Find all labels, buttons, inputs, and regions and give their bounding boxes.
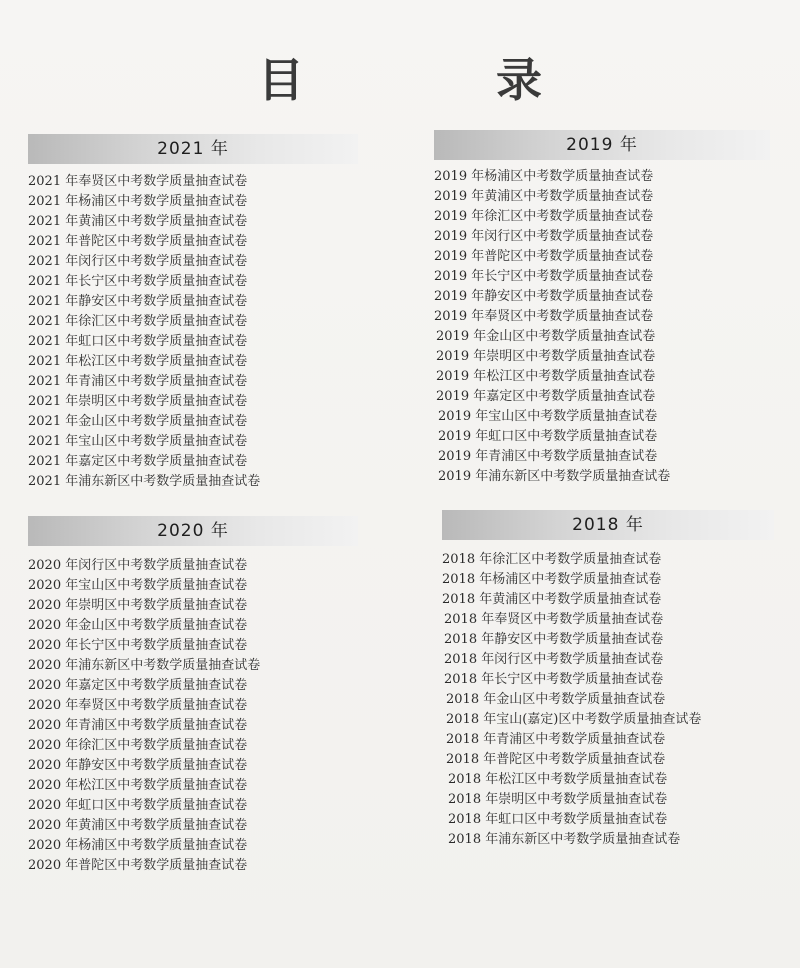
- section-2020: [28, 516, 358, 876]
- toc-item: 2019 年浦东新区中考数学质量抽查试卷: [438, 469, 671, 484]
- toc-item: 2021 年虹口区中考数学质量抽查试卷: [28, 334, 248, 349]
- toc-item: 2020 年崇明区中考数学质量抽查试卷: [28, 598, 248, 613]
- toc-item: 2020 年虹口区中考数学质量抽查试卷: [28, 798, 248, 813]
- toc-item: 2018 年奉贤区中考数学质量抽查试卷: [444, 612, 664, 627]
- toc-item: 2020 年松江区中考数学质量抽查试卷: [28, 778, 248, 793]
- toc-item: 2019 年黄浦区中考数学质量抽查试卷: [434, 189, 654, 204]
- toc-item: 2019 年奉贤区中考数学质量抽查试卷: [434, 309, 654, 324]
- toc-item: 2020 年普陀区中考数学质量抽查试卷: [28, 858, 248, 873]
- toc-item: 2020 年浦东新区中考数学质量抽查试卷: [28, 658, 261, 673]
- toc-item: 2019 年宝山区中考数学质量抽查试卷: [438, 409, 658, 424]
- toc-item: 2018 年虹口区中考数学质量抽查试卷: [448, 812, 668, 827]
- toc-item: 2019 年徐汇区中考数学质量抽查试卷: [434, 209, 654, 224]
- toc-item: 2020 年静安区中考数学质量抽查试卷: [28, 758, 248, 773]
- toc-item: 2020 年奉贤区中考数学质量抽查试卷: [28, 698, 248, 713]
- toc-list-2020: [28, 556, 358, 876]
- toc-item: 2019 年虹口区中考数学质量抽查试卷: [438, 429, 658, 444]
- toc-item: 2020 年徐汇区中考数学质量抽查试卷: [28, 738, 248, 753]
- section-2021: [28, 134, 358, 492]
- toc-item: 2020 年黄浦区中考数学质量抽查试卷: [28, 818, 248, 833]
- toc-item: 2018 年黄浦区中考数学质量抽查试卷: [442, 592, 662, 607]
- toc-item: 2020 年闵行区中考数学质量抽查试卷: [28, 558, 248, 573]
- toc-item: 2021 年奉贤区中考数学质量抽查试卷: [28, 174, 248, 189]
- toc-item: 2021 年嘉定区中考数学质量抽查试卷: [28, 454, 248, 469]
- page-title: 目 录: [257, 53, 630, 107]
- toc-item: 2020 年青浦区中考数学质量抽查试卷: [28, 718, 248, 733]
- section-header-2021: 2021 年: [28, 134, 358, 164]
- toc-item: 2018 年青浦区中考数学质量抽查试卷: [446, 732, 666, 747]
- toc-item: 2019 年静安区中考数学质量抽查试卷: [434, 289, 654, 304]
- toc-item: 2021 年黄浦区中考数学质量抽查试卷: [28, 214, 248, 229]
- toc-item: 2018 年静安区中考数学质量抽查试卷: [444, 632, 664, 647]
- toc-item: 2019 年普陀区中考数学质量抽查试卷: [434, 249, 654, 264]
- section-header-2019: 2019 年: [434, 130, 770, 160]
- toc-list-2021: [28, 172, 358, 492]
- toc-item: 2020 年金山区中考数学质量抽查试卷: [28, 618, 248, 633]
- section-header-2020: 2020 年: [28, 516, 358, 546]
- toc-item: 2021 年长宁区中考数学质量抽查试卷: [28, 274, 248, 289]
- toc-item: 2020 年嘉定区中考数学质量抽查试卷: [28, 678, 248, 693]
- toc-item: 2020 年杨浦区中考数学质量抽查试卷: [28, 838, 248, 853]
- toc-item: 2021 年崇明区中考数学质量抽查试卷: [28, 394, 248, 409]
- toc-item: 2018 年宝山(嘉定)区中考数学质量抽查试卷: [446, 712, 702, 727]
- toc-item: 2021 年浦东新区中考数学质量抽查试卷: [28, 474, 261, 489]
- toc-item: 2018 年徐汇区中考数学质量抽查试卷: [442, 552, 662, 567]
- toc-item: 2019 年青浦区中考数学质量抽查试卷: [438, 449, 658, 464]
- toc-item: 2021 年杨浦区中考数学质量抽查试卷: [28, 194, 248, 209]
- toc-item: 2019 年金山区中考数学质量抽查试卷: [436, 329, 656, 344]
- toc-item: 2018 年长宁区中考数学质量抽查试卷: [444, 672, 664, 687]
- toc-item: 2018 年崇明区中考数学质量抽查试卷: [448, 792, 668, 807]
- toc-item: 2021 年静安区中考数学质量抽查试卷: [28, 294, 248, 309]
- section-2018: [442, 510, 774, 850]
- toc-item: 2021 年闵行区中考数学质量抽查试卷: [28, 254, 248, 269]
- toc-item: 2020 年长宁区中考数学质量抽查试卷: [28, 638, 248, 653]
- toc-item: 2019 年杨浦区中考数学质量抽查试卷: [434, 169, 654, 184]
- toc-item: 2019 年嘉定区中考数学质量抽查试卷: [436, 389, 656, 404]
- toc-item: 2019 年崇明区中考数学质量抽查试卷: [436, 349, 656, 364]
- toc-item: 2019 年松江区中考数学质量抽查试卷: [436, 369, 656, 384]
- toc-item: 2021 年松江区中考数学质量抽查试卷: [28, 354, 248, 369]
- toc-item: 2021 年宝山区中考数学质量抽查试卷: [28, 434, 248, 449]
- toc-item: 2021 年青浦区中考数学质量抽查试卷: [28, 374, 248, 389]
- toc-item: 2018 年杨浦区中考数学质量抽查试卷: [442, 572, 662, 587]
- section-header-2018: 2018 年: [442, 510, 774, 540]
- toc-list-2018: [442, 550, 774, 850]
- toc-item: 2018 年普陀区中考数学质量抽查试卷: [446, 752, 666, 767]
- toc-item: 2018 年闵行区中考数学质量抽查试卷: [444, 652, 664, 667]
- section-2019: [434, 130, 770, 487]
- toc-item: 2020 年宝山区中考数学质量抽查试卷: [28, 578, 248, 593]
- toc-item: 2021 年徐汇区中考数学质量抽查试卷: [28, 314, 248, 329]
- toc-item: 2019 年闵行区中考数学质量抽查试卷: [434, 229, 654, 244]
- toc-item: 2018 年金山区中考数学质量抽查试卷: [446, 692, 666, 707]
- toc-item: 2019 年长宁区中考数学质量抽查试卷: [434, 269, 654, 284]
- toc-item: 2018 年松江区中考数学质量抽查试卷: [448, 772, 668, 787]
- toc-item: 2018 年浦东新区中考数学质量抽查试卷: [448, 832, 681, 847]
- toc-item: 2021 年普陀区中考数学质量抽查试卷: [28, 234, 248, 249]
- toc-item: 2021 年金山区中考数学质量抽查试卷: [28, 414, 248, 429]
- toc-list-2019: [434, 167, 770, 487]
